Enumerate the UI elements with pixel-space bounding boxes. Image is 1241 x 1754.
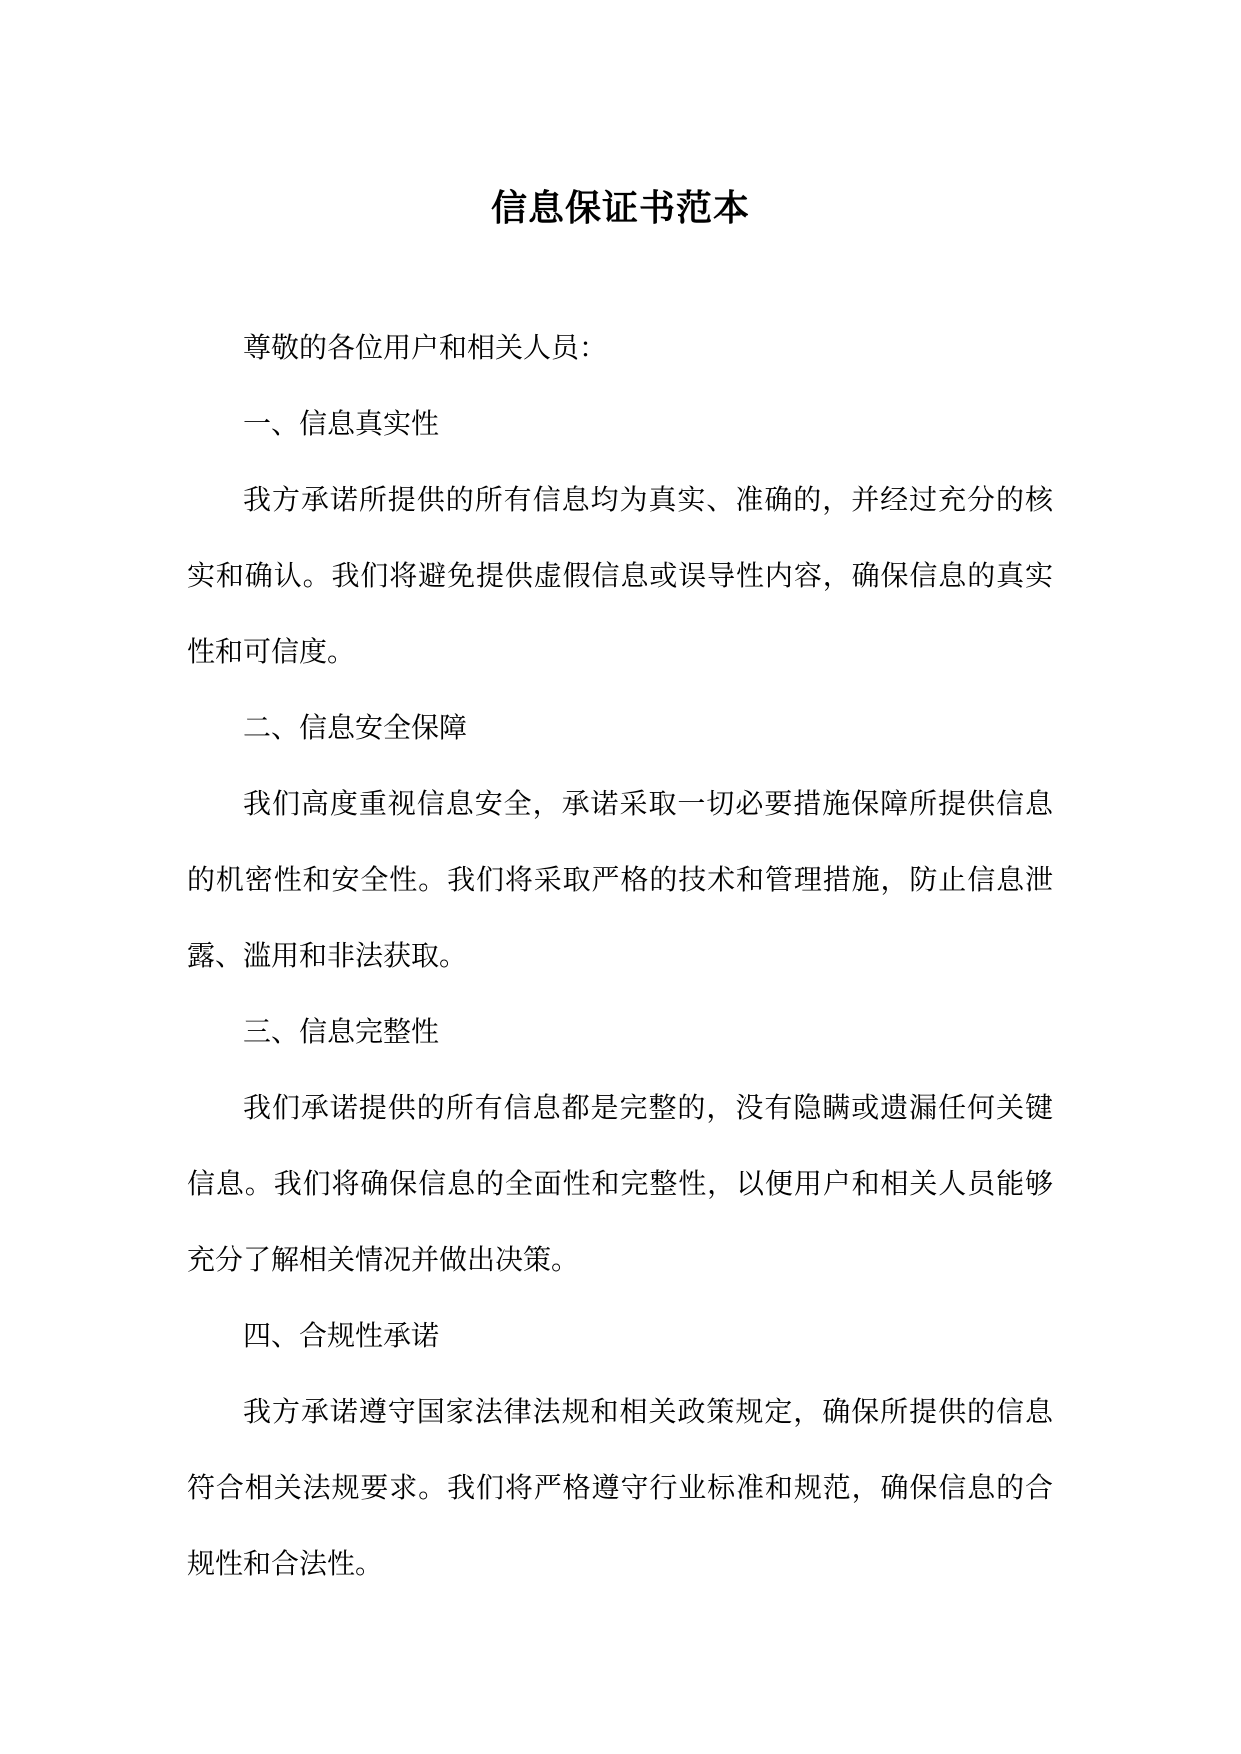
document-body	[187, 310, 1053, 1602]
paragraph-authenticity: 我方承诺所提供的所有信息均为真实、准确的，并经过充分的核实和确认。我们将避免提供虚假信息或误导性内容，确保信息的真实性和可信度。	[187, 483, 1053, 668]
paragraph-integrity: 我们承诺提供的所有信息都是完整的，没有隐瞒或遗漏任何关键信息。我们将确保信息的全面性和完整性，以便用户和相关人员能够充分了解相关情况并做出决策。	[187, 1091, 1053, 1276]
paragraph-compliance: 我方承诺遵守国家法律法规和相关政策规定，确保所提供的信息符合相关法规要求。我们将严格遵守行业标准和规范，确保信息的合规性和合法性。	[187, 1395, 1053, 1580]
salutation: 尊敬的各位用户和相关人员：	[243, 331, 608, 364]
paragraph-security: 我们高度重视信息安全，承诺采取一切必要措施保障所提供信息的机密性和安全性。我们将采取严格的技术和管理措施，防止信息泄露、滥用和非法获取。	[187, 787, 1053, 972]
section-heading-authenticity: 一、信息真实性	[243, 407, 440, 440]
section-heading-integrity: 三、信息完整性	[243, 1015, 440, 1048]
document-title: 信息保证书范本	[490, 187, 750, 229]
section-heading-compliance: 四、合规性承诺	[243, 1319, 440, 1352]
section-heading-security: 二、信息安全保障	[243, 711, 468, 744]
